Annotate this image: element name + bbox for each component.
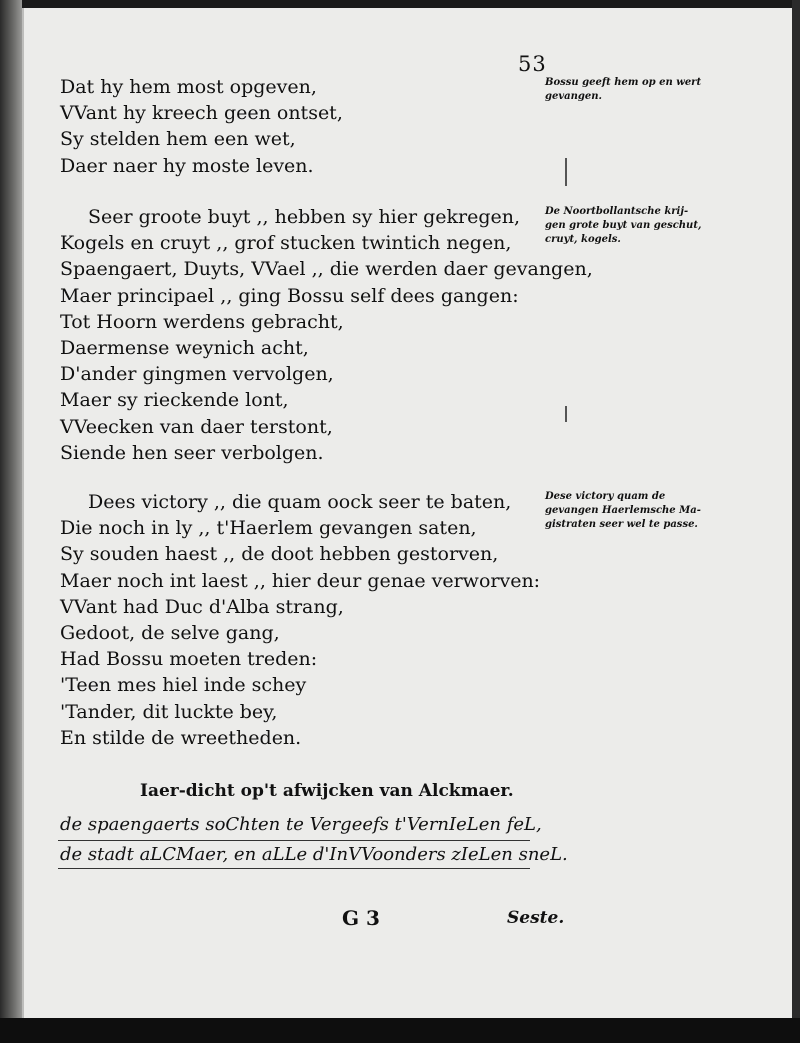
verse-line: D'ander gingmen vervolgen, (60, 363, 334, 386)
stanza-1 (60, 74, 343, 179)
margin-mark (565, 406, 567, 422)
margin-note-2 (545, 205, 701, 247)
page-right-edge (792, 0, 800, 1043)
margin-note-1 (545, 76, 701, 104)
margin-note-3 (545, 490, 701, 532)
verse-line: Had Bossu moeten treden: (60, 648, 318, 671)
verse-line: Die noch in ly ,, t'Haerlem gevangen saten, (60, 517, 477, 540)
verse-line: VVant had Duc d'Alba strang, (60, 595, 344, 618)
underline-rule (58, 840, 530, 841)
chronogram-line-2: de stadt aLCMaer, en aLLe d'InVVoonders zIeLen sneL. (60, 844, 568, 865)
verse-line: Maer sy rieckende lont, (60, 389, 289, 412)
chronogram-heading: Iaer-dicht op't afwijcken van Alckmaer. (140, 781, 514, 801)
margin-note-line: gen grote buyt van geschut, (545, 220, 702, 231)
verse-line: Dees victory ,, die quam oock seer te baten, (88, 491, 512, 513)
verse-line: Seer groote buyt ,, hebben sy hier gekregen, (88, 206, 521, 228)
verse-line: Gedoot, de selve gang, (60, 622, 280, 645)
verse-line: VVant hy kreech geen ontset, (60, 102, 343, 125)
verse-line: 'Tander, dit luckte bey, (60, 700, 278, 723)
verse-line: En stilde de wreetheden. (60, 726, 302, 749)
verse-line: Daer naer hy moste leven. (60, 154, 314, 177)
margin-note-line: gistraten seer wel te passe. (545, 519, 698, 530)
page-number: 53 (518, 52, 547, 76)
stanza-3 (60, 489, 540, 751)
verse-line: Tot Hoorn werdens gebracht, (60, 310, 344, 333)
margin-note-line: De Noortbollantsche krij- (545, 206, 689, 217)
verse-line: Daermense weynich acht, (60, 337, 309, 360)
verse-line: 'Teen mes hiel inde schey (60, 674, 307, 697)
book-page (22, 8, 796, 1020)
verse-line: Sy souden haest ,, de doot hebben gestorven, (60, 543, 499, 566)
stanza-2 (60, 204, 593, 466)
verse-line: VVeecken van daer terstont, (60, 415, 333, 438)
margin-note-line: cruyt, kogels. (545, 234, 621, 245)
page-bottom-edge (0, 1018, 800, 1043)
catchword: Seste. (507, 908, 565, 928)
verse-line: Maer principael ,, ging Bossu self dees gangen: (60, 284, 519, 307)
verse-line: Dat hy hem most opgeven, (60, 76, 317, 98)
verse-line: Spaengaert, Duyts, VVael ,, die werden daer gevangen, (60, 258, 593, 281)
book-gutter-edge (0, 0, 22, 1043)
margin-note-line: gevangen Haerlemsche Ma- (545, 505, 701, 516)
verse-line: Maer noch int laest ,, hier deur genae verworven: (60, 569, 541, 592)
signature-mark: G 3 (342, 906, 380, 930)
margin-note-line: Bossu geeft hem op en wert (545, 77, 702, 88)
verse-line: Kogels en cruyt ,, grof stucken twintich negen, (60, 232, 512, 255)
underline-rule (58, 868, 530, 869)
margin-mark (565, 158, 567, 186)
verse-line: Sy stelden hem een wet, (60, 128, 296, 151)
margin-note-line: gevangen. (545, 91, 603, 102)
margin-note-line: Dese victory quam de (545, 491, 666, 502)
verse-line: Siende hen seer verbolgen. (60, 441, 324, 464)
chronogram-line-1: de spaengaerts soChten te Vergeefs t'VernIeLen feL, (60, 814, 542, 835)
